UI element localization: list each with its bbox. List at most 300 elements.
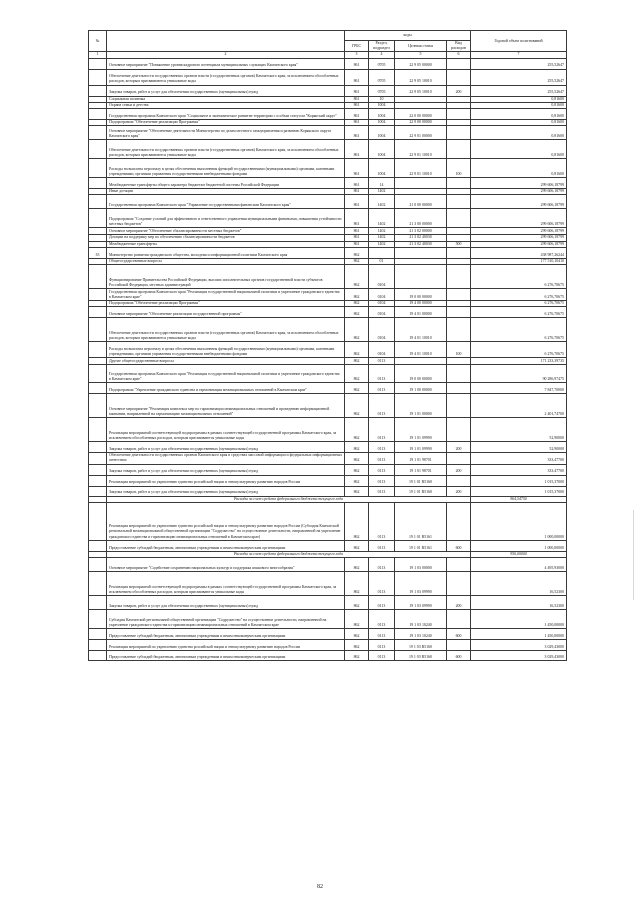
row-target xyxy=(395,178,447,189)
header-name xyxy=(107,31,345,52)
table-row xyxy=(89,365,567,383)
row-target: 19 1 00 00000 xyxy=(395,383,447,394)
row-razdel: 0113 xyxy=(369,464,395,475)
row-target: 21 3 00 00000 xyxy=(395,209,447,228)
row-grbs: 861 xyxy=(345,58,369,69)
table-row xyxy=(89,610,567,629)
row-vid xyxy=(447,365,471,383)
row-grbs: 861 xyxy=(345,126,369,140)
row-name: Реализация мероприятий соответствующей подпрограммы в рамках соответствующей государственной программы Камчатского края, за исключением обособленных расходов, которым присваиваются уникальные коды xyxy=(107,418,345,442)
table-row xyxy=(89,558,567,572)
row-amount: 3 029,43000 xyxy=(471,640,567,651)
row-number xyxy=(89,502,107,540)
row-target: 22 9 01 10010 xyxy=(395,159,447,178)
row-razdel: 0104 xyxy=(369,342,395,358)
row-amount: 177 510,10410 xyxy=(471,258,567,264)
row-name: Государственная программа Камчатского края "Управление государственными финансами Камчатского края" xyxy=(107,195,345,209)
row-grbs: 862 xyxy=(345,365,369,383)
row-target: 21 3 02 40030 xyxy=(395,235,447,241)
row-amount: 6 276,70675 xyxy=(471,318,567,342)
row-target: 19 4 00 00000 xyxy=(395,301,447,307)
row-target: 19 1 01 R5161 xyxy=(395,540,447,551)
row-amount: 2 401,74700 xyxy=(471,394,567,418)
row-vid xyxy=(447,558,471,572)
row-amount: 333,47700 xyxy=(471,453,567,464)
row-amount: 0,81600 xyxy=(471,109,567,120)
row-razdel: 0705 xyxy=(369,69,395,85)
row-target: 19 1 01 00000 xyxy=(395,394,447,418)
row-name: Закупка товаров, работ и услуг для обеспечения государственных (муниципальных) нужд xyxy=(107,596,345,610)
row-amount: 52,90000 xyxy=(471,442,567,453)
row-razdel: 0104 xyxy=(369,301,395,307)
row-amount: 171 233,39735 xyxy=(471,358,567,365)
row-vid: 200 xyxy=(447,442,471,453)
row-vid xyxy=(447,394,471,418)
row-number xyxy=(89,486,107,496)
row-target: 21 0 00 00000 xyxy=(395,195,447,209)
row-name: Субсидия Камчатской региональной общественной организации "Содружество" на осуществление деятельности, направленной на укрепление гражданского единства и гармонизацию межнациональных отношений в Камчатском крае xyxy=(107,610,345,629)
row-razdel: 0113 xyxy=(369,540,395,551)
row-target: 19 1 03 R5160 xyxy=(395,640,447,651)
row-target: 22 9 00 00000 xyxy=(395,120,447,126)
row-vid: 200 xyxy=(447,596,471,610)
row-amount: 16,52300 xyxy=(471,572,567,596)
row-amount: 0,81600 xyxy=(471,96,567,102)
budget-table xyxy=(88,30,567,661)
row-number xyxy=(89,85,107,96)
row-grbs: 861 xyxy=(345,140,369,159)
row-amount: 0,81600 xyxy=(471,140,567,159)
row-amount: 299 606,18799 xyxy=(471,241,567,247)
row-amount: 6 276,70675 xyxy=(471,301,567,307)
row-target: 19 1 03 R5160 xyxy=(395,651,447,661)
header-vid: Вид расходов xyxy=(447,41,471,52)
row-grbs: 862 xyxy=(345,342,369,358)
row-razdel: 0113 xyxy=(369,475,395,486)
row-name: Реализация мероприятий по укреплению единства российской нации и этнокультурному развитию народов России (Субсидия Камчатской региональной межнациональной общественной организации "Содружество" на осуществление деятельности, направленной на укрепление гражданского единства и гармонизацию межнациональных отношений в Камчатском крае) xyxy=(107,502,345,540)
table-row xyxy=(89,228,567,235)
row-razdel: 0104 xyxy=(369,265,395,289)
row-number xyxy=(89,126,107,140)
row-name: Иные дотации xyxy=(107,189,345,195)
table-row xyxy=(89,58,567,69)
row-grbs: 862 xyxy=(345,318,369,342)
row-razdel: 0113 xyxy=(369,640,395,651)
row-razdel: 1004 xyxy=(369,109,395,120)
row-number xyxy=(89,383,107,394)
row-vid xyxy=(447,418,471,442)
row-razdel: 0113 xyxy=(369,453,395,464)
table-row xyxy=(89,247,567,258)
row-name: Подпрограмма "Укрепление гражданского единства и гармонизация межнациональных отношений в Камчатском крае" xyxy=(107,383,345,394)
row-razdel: 1402 xyxy=(369,189,395,195)
table-row xyxy=(89,502,567,540)
row-grbs: 861 xyxy=(345,241,369,247)
row-vid xyxy=(447,289,471,301)
row-grbs: 861 xyxy=(345,102,369,108)
row-razdel: 0113 xyxy=(369,572,395,596)
table-row xyxy=(89,572,567,596)
row-grbs: 861 xyxy=(345,85,369,96)
row-amount: 964,54750 xyxy=(471,496,567,502)
row-target: 22 9 05 00000 xyxy=(395,58,447,69)
row-name: Закупка товаров, работ и услуг для обеспечения государственных (муниципальных) нужд xyxy=(107,85,345,96)
table-row xyxy=(89,69,567,85)
row-target: 19 1 01 09990 xyxy=(395,418,447,442)
row-grbs: 861 xyxy=(345,109,369,120)
table-row xyxy=(89,358,567,365)
row-vid xyxy=(447,209,471,228)
row-grbs: 861 xyxy=(345,209,369,228)
table-row xyxy=(89,85,567,96)
row-number xyxy=(89,558,107,572)
row-razdel: 1004 xyxy=(369,120,395,126)
header-volume: Годовой объем ассигнований xyxy=(471,31,567,52)
row-razdel: 0104 xyxy=(369,289,395,301)
row-vid xyxy=(447,126,471,140)
row-amount: 16,52300 xyxy=(471,596,567,610)
row-vid xyxy=(447,358,471,365)
row-grbs: 862 xyxy=(345,486,369,496)
row-razdel: 0113 xyxy=(369,502,395,540)
row-name: Дотации на поддержку мер по обеспечению сбалансированности бюджетов xyxy=(107,235,345,241)
row-name: Государственная программа Камчатского края "Реализация государственной национальной политики и укрепление гражданского единства в Камчатском крае" xyxy=(107,365,345,383)
row-amount: 1 000,00000 xyxy=(471,540,567,551)
row-target: 21 3 02 40030 xyxy=(395,241,447,247)
table-row xyxy=(89,442,567,453)
row-vid: 600 xyxy=(447,651,471,661)
row-target: 19 1 01 09990 xyxy=(395,442,447,453)
header-grbs: ГРБС xyxy=(345,41,369,52)
row-vid xyxy=(447,453,471,464)
row-amount: 3 029,43000 xyxy=(471,651,567,661)
row-number xyxy=(89,540,107,551)
row-number xyxy=(89,572,107,596)
row-vid xyxy=(447,383,471,394)
row-razdel: 1402 xyxy=(369,228,395,235)
row-grbs: 862 xyxy=(345,307,369,318)
row-name: Охрана семьи и детства xyxy=(107,102,345,108)
row-amount: 1 450,00000 xyxy=(471,629,567,640)
row-number xyxy=(89,464,107,475)
row-target: 19 1 01 R5160 xyxy=(395,486,447,496)
row-target: 22 9 01 00000 xyxy=(395,126,447,140)
row-target: 19 1 01 98701 xyxy=(395,453,447,464)
row-name: Межбюджетные трансферты общего характера бюджетам бюджетной системы Российской Федерации xyxy=(107,178,345,189)
row-razdel: 0705 xyxy=(369,58,395,69)
row-target: 19 4 01 00000 xyxy=(395,307,447,318)
row-razdel: 1402 xyxy=(369,195,395,209)
table-row xyxy=(89,289,567,301)
row-grbs: 862 xyxy=(345,502,369,540)
row-grbs: 862 xyxy=(345,289,369,301)
row-vid xyxy=(447,109,471,120)
row-target: 19 1 01 98701 xyxy=(395,464,447,475)
row-number: 35 xyxy=(89,247,107,258)
row-grbs: 861 xyxy=(345,69,369,85)
row-number xyxy=(89,58,107,69)
scan-artifact xyxy=(633,510,634,600)
row-grbs: 862 xyxy=(345,464,369,475)
row-razdel: 0113 xyxy=(369,358,395,365)
row-grbs: 861 xyxy=(345,178,369,189)
row-target: 19 1 03 10240 xyxy=(395,629,447,640)
column-number: 4 xyxy=(369,52,395,58)
table-row xyxy=(89,418,567,442)
row-grbs: 862 xyxy=(345,629,369,640)
row-amount: 438 987,26244 xyxy=(471,247,567,258)
row-number xyxy=(89,442,107,453)
row-number xyxy=(89,307,107,318)
row-target: 19 0 00 00000 xyxy=(395,289,447,301)
row-name: Основное мероприятие "Обеспечение деятельности Министерства по делам местного самоуправления и развитию Корякского округа Камчатского края" xyxy=(107,126,345,140)
row-grbs: 862 xyxy=(345,394,369,418)
row-grbs: 861 xyxy=(345,195,369,209)
page-number: 82 xyxy=(317,884,323,890)
row-name: Предоставление субсидий бюджетным, автономным учреждениям и иным некоммерческим организациям xyxy=(107,651,345,661)
row-number xyxy=(89,418,107,442)
row-name: Общегосударственные вопросы xyxy=(107,258,345,264)
row-name: Подпрограмма "Обеспечение реализации Программы" xyxy=(107,120,345,126)
row-amount: 0,81600 xyxy=(471,102,567,108)
row-target: 22 9 01 10010 xyxy=(395,140,447,159)
row-amount: 299 606,18799 xyxy=(471,228,567,235)
column-number: 5 xyxy=(395,52,447,58)
row-vid xyxy=(447,307,471,318)
row-number xyxy=(89,629,107,640)
row-vid: 100 xyxy=(447,342,471,358)
header-codes: коды xyxy=(345,31,471,41)
row-name: Государственная программа Камчатского края "Социальное и экономическое развитие территории с особым статусом "Корякский округ" xyxy=(107,109,345,120)
row-target: 19 0 00 00000 xyxy=(395,365,447,383)
row-vid xyxy=(447,69,471,85)
row-razdel xyxy=(369,247,395,258)
table-row xyxy=(89,629,567,640)
table-row xyxy=(89,596,567,610)
row-amount: 255,52647 xyxy=(471,85,567,96)
row-vid: 600 xyxy=(447,629,471,640)
row-name: Предоставление субсидий бюджетным, автономным учреждениям и иным некоммерческим организациям xyxy=(107,629,345,640)
row-number xyxy=(89,289,107,301)
row-grbs: 861 xyxy=(345,120,369,126)
row-amount: 0,81600 xyxy=(471,120,567,126)
table-row xyxy=(89,383,567,394)
row-number xyxy=(89,209,107,228)
column-number: 7 xyxy=(471,52,567,58)
row-razdel: 0113 xyxy=(369,596,395,610)
row-razdel: 0113 xyxy=(369,629,395,640)
row-razdel: 1004 xyxy=(369,102,395,108)
row-name: Обеспечение деятельности государственных органов власти (государственных органов) Камчатского края, за исключением обособленных расходов, которым присваиваются уникальные коды xyxy=(107,318,345,342)
row-razdel: 0705 xyxy=(369,85,395,96)
row-amount: 1 015,37000 xyxy=(471,475,567,486)
row-target: 19 1 01 R5160 xyxy=(395,475,447,486)
row-target: 22 9 05 10010 xyxy=(395,85,447,96)
table-row xyxy=(89,126,567,140)
row-razdel: 0113 xyxy=(369,418,395,442)
row-name: Социальная политика xyxy=(107,96,345,102)
row-grbs: 861 xyxy=(345,228,369,235)
row-razdel: 0104 xyxy=(369,307,395,318)
row-grbs: 862 xyxy=(345,301,369,307)
row-grbs: 861 xyxy=(345,235,369,241)
row-vid: 200 xyxy=(447,464,471,475)
row-amount: 1 000,00000 xyxy=(471,502,567,540)
row-name: Функционирование Правительства Российской Федерации, высших исполнительных органов государственной власти субъектов Российской Федерации, местных администраций xyxy=(107,265,345,289)
row-name: Закупка товаров, работ и услуг для обеспечения государственных (муниципальных) нужд xyxy=(107,464,345,475)
row-amount: 299 606,18799 xyxy=(471,189,567,195)
row-vid: 200 xyxy=(447,486,471,496)
row-amount: 7 847,70000 xyxy=(471,383,567,394)
row-number xyxy=(89,318,107,342)
table-row xyxy=(89,195,567,209)
row-razdel: 1004 xyxy=(369,159,395,178)
table-row xyxy=(89,486,567,496)
table-row xyxy=(89,342,567,358)
column-number: 1 xyxy=(89,52,107,58)
row-vid xyxy=(447,178,471,189)
table-row xyxy=(89,178,567,189)
row-amount: 6 276,70675 xyxy=(471,342,567,358)
row-name: Реализация мероприятий по укреплению единства российской нации и этнокультурному развитию народов России xyxy=(107,475,345,486)
row-razdel: 0104 xyxy=(369,318,395,342)
row-number xyxy=(89,265,107,289)
row-amount: 0,81600 xyxy=(471,159,567,178)
row-razdel: 14 xyxy=(369,178,395,189)
header-target: Целевая статья xyxy=(395,41,447,52)
row-name: Государственная программа Камчатского края "Реализация государственной национальной политики и укрепление гражданского единства в Камчатском крае" xyxy=(107,289,345,301)
row-target: 19 1 01 R5161 xyxy=(395,502,447,540)
row-target xyxy=(395,247,447,258)
row-vid xyxy=(447,140,471,159)
table-row xyxy=(89,640,567,651)
row-vid xyxy=(447,572,471,596)
row-name: Закупка товаров, работ и услуг для обеспечения государственных (муниципальных) нужд xyxy=(107,486,345,496)
row-vid xyxy=(447,475,471,486)
row-vid xyxy=(447,265,471,289)
row-target: 19 1 03 00000 xyxy=(395,558,447,572)
row-name: Основное мероприятие "Обеспечение реализации государственной программы" xyxy=(107,307,345,318)
row-amount: 299 606,18799 xyxy=(471,209,567,228)
row-subnote: Расходы за счет средств федерального бюджета текущего года xyxy=(107,551,471,557)
row-razdel: 1004 xyxy=(369,140,395,159)
row-amount: 299 606,18799 xyxy=(471,235,567,241)
row-amount: 255,52647 xyxy=(471,69,567,85)
row-grbs: 862 xyxy=(345,596,369,610)
row-amount: 52,90000 xyxy=(471,418,567,442)
table-row xyxy=(89,453,567,464)
row-number xyxy=(89,109,107,120)
row-number xyxy=(89,640,107,651)
row-razdel: 0113 xyxy=(369,442,395,453)
table-row xyxy=(89,475,567,486)
row-vid xyxy=(447,58,471,69)
row-grbs: 862 xyxy=(345,258,369,264)
row-amount: 255,52647 xyxy=(471,58,567,69)
row-amount: 299 606,18799 xyxy=(471,195,567,209)
row-vid: 500 xyxy=(447,241,471,247)
table-row xyxy=(89,464,567,475)
row-number xyxy=(89,178,107,189)
row-name: Реализация мероприятий по укреплению единства российской нации и этнокультурному развитию народов России xyxy=(107,640,345,651)
row-grbs: 862 xyxy=(345,558,369,572)
header-num: № xyxy=(89,31,107,52)
row-name: Основное мероприятие "Реализация комплекса мер по гармонизации межнациональных отношений и проведению информационной кампании, направленной на гармонизацию межнациональных отношений" xyxy=(107,394,345,418)
row-razdel: 1004 xyxy=(369,126,395,140)
row-razdel: 0113 xyxy=(369,651,395,661)
row-target: 22 9 05 10010 xyxy=(395,69,447,85)
row-number xyxy=(89,195,107,209)
row-name: Межбюджетные трансферты xyxy=(107,241,345,247)
row-amount: 6 276,70675 xyxy=(471,289,567,301)
row-target: 19 1 03 09990 xyxy=(395,596,447,610)
row-name: Обеспечение деятельности государственных органов власти (государственных органов) Камчатского края, за исключением обособленных расходов, которым присваиваются уникальные коды xyxy=(107,140,345,159)
row-grbs: 862 xyxy=(345,610,369,629)
row-razdel: 0113 xyxy=(369,558,395,572)
table-row xyxy=(89,540,567,551)
row-number xyxy=(89,651,107,661)
row-vid xyxy=(447,502,471,540)
row-name: Обеспечение деятельности государственных органов Камчатского края в средствах массовой информации и федеральных информационных агентствах xyxy=(107,453,345,464)
row-vid xyxy=(447,318,471,342)
row-target: 22 0 00 00000 xyxy=(395,109,447,120)
row-name: Основное мероприятие "Повышение уровня кадрового потенциала муниципальных служащих Камчатского края" xyxy=(107,58,345,69)
row-razdel: 1402 xyxy=(369,209,395,228)
row-razdel: 1402 xyxy=(369,235,395,241)
row-number xyxy=(89,596,107,610)
row-name: Расходы на выплаты персоналу в целях обеспечения выполнения функций государственными (муниципальными) органами, казенными учреждениями, органами управления государственными внебюджетными фондами xyxy=(107,342,345,358)
row-grbs: 861 xyxy=(345,189,369,195)
table-row xyxy=(89,307,567,318)
row-name: Закупка товаров, работ и услуг для обеспечения государственных (муниципальных) нужд xyxy=(107,442,345,453)
table-row xyxy=(89,209,567,228)
row-name: Другие общегосударственные вопросы xyxy=(107,358,345,365)
row-razdel: 0113 xyxy=(369,383,395,394)
row-razdel: 0113 xyxy=(369,610,395,629)
row-grbs: 862 xyxy=(345,442,369,453)
table-row xyxy=(89,394,567,418)
row-razdel: 01 xyxy=(369,258,395,264)
row-amount: 1 015,37000 xyxy=(471,486,567,496)
row-grbs: 862 xyxy=(345,640,369,651)
column-number: 3 xyxy=(345,52,369,58)
row-target: 19 4 01 10010 xyxy=(395,318,447,342)
row-razdel: 0113 xyxy=(369,486,395,496)
table-row xyxy=(89,109,567,120)
row-target: 19 1 03 10240 xyxy=(395,610,447,629)
row-razdel: 0113 xyxy=(369,365,395,383)
row-grbs: 862 xyxy=(345,265,369,289)
row-amount: 950,00000 xyxy=(471,551,567,557)
row-amount: 6 276,70675 xyxy=(471,265,567,289)
row-target: 19 4 01 10010 xyxy=(395,342,447,358)
row-name: Обеспечение деятельности государственных органов власти (государственных органов) Камчатского края, за исключением обособленных расходов, которым присваиваются уникальные коды xyxy=(107,69,345,85)
row-name: Реализация мероприятий соответствующей подпрограммы в рамках соответствующей государственной программы Камчатского края, за исключением обособленных расходов, которым присваиваются уникальные коды xyxy=(107,572,345,596)
row-razdel: 0113 xyxy=(369,394,395,418)
row-number xyxy=(89,475,107,486)
row-grbs: 862 xyxy=(345,418,369,442)
row-number xyxy=(89,342,107,358)
row-amount: 6 276,70675 xyxy=(471,307,567,318)
row-grbs: 862 xyxy=(345,572,369,596)
row-grbs: 862 xyxy=(345,358,369,365)
row-amount: 1 450,00000 xyxy=(471,610,567,629)
row-razdel: 10 xyxy=(369,96,395,102)
table-row xyxy=(89,159,567,178)
row-name: Расходы на выплаты персоналу в целях обеспечения выполнения функций государственными (муниципальными) органами, казенными учреждениями, органами управления государственными внебюджетными фондами xyxy=(107,159,345,178)
row-subnote: Расходы за счет средств федерального бюджета текущего года xyxy=(107,496,471,502)
column-number: 2 xyxy=(107,52,345,58)
